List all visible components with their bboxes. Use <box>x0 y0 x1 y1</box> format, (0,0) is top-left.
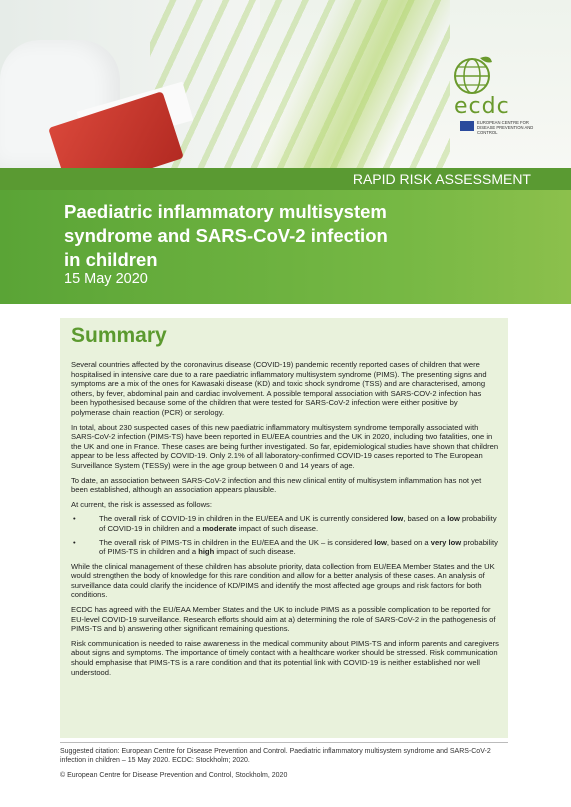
eu-flag-icon <box>460 121 474 131</box>
risk-item-pims: • The overall risk of PIMS-TS in children in the EU/EEA and the UK – is considered low, based on a very low probability of PIMS-TS in children and a high impact of such disease. <box>71 538 499 557</box>
risk-item-covid: • The overall risk of COVID-19 in children in the EU/EEA and UK is currently considered low, based on a low probability of COVID-19 in children and a moderate impact of such disease. <box>71 514 499 533</box>
risk-list <box>71 514 499 556</box>
title-line-1: Paediatric inflammatory multisystem <box>64 201 387 222</box>
summary-paragraph: To date, an association between SARS-CoV-2 infection and this new clinical entity of multisystem inflammation has not yet been established, although an association appears plausible. <box>71 475 482 495</box>
footer <box>60 742 508 786</box>
summary-paragraph: ECDC has agreed with the EU/EAA Member States and the UK to include PIMS as a possible complication to be reported for EU-level COVID-19 surveillance. Research efforts should aim at a) determining the role of SARS-CoV-2 in the pathogenesis of PIMS-TS and b) answering other significant remaining questions. <box>71 605 496 634</box>
ecdc-logo <box>444 52 554 135</box>
summary-heading: Summary <box>71 324 167 347</box>
summary-paragraph: While the clinical management of these children has absolute priority, data collection from EU/EEA Member States and the UK would strengthen the body of knowledge for this rare condition and allow for a better analysis of these cases. An analysis of surveillance data could clarify the incidence of KD/PIMS and identify the most affected age groups and risk factors for both conditions. <box>71 561 495 600</box>
agency-name: EUROPEAN CENTRE FOR DISEASE PREVENTION AND CONTROL <box>477 120 534 135</box>
doc-type-bar <box>0 168 571 190</box>
copyright: © European Centre for Disease Prevention and Control, Stockholm, 2020 <box>60 772 288 779</box>
title-line-2: syndrome and SARS-CoV-2 infection <box>64 225 388 246</box>
doc-type: RAPID RISK ASSESSMENT <box>352 171 531 187</box>
document-date: 15 May 2020 <box>64 271 148 287</box>
summary-paragraph: In total, about 230 suspected cases of this new paediatric inflammatory multisystem syndrome temporally associated with SARS-CoV-2 infection (PIMS-TS) have been reported in EU/EEA countries and the UK in 2020, including two fatalities, one in the UK and one in France. These cases are being further investigated. So far, epidemiological studies have shown that children appear to be less affected by COVID-19. Only 2.1% of all laboratory-confirmed COVID-19 cases reported to The European Surveillance System (TESSy) were in the age group between 0 and 14 years of age. <box>71 422 499 470</box>
cover-photo <box>0 0 571 168</box>
globe-icon <box>450 52 494 96</box>
title-line-3: in children <box>64 249 158 270</box>
photo-green-band <box>250 0 450 168</box>
citation: Suggested citation: European Centre for Disease Prevention and Control. Paediatric inflammatory multisystem syndrome and SARS-CoV-2 infection in children – 15 May 2020. ECDC: Stockholm; 2020. <box>60 748 491 764</box>
footer-divider <box>60 742 508 743</box>
summary-body <box>71 360 499 682</box>
summary-paragraph: Several countries affected by the coronavirus disease (COVID-19) pandemic recently reported cases of children that were hospitalised in intensive care due to a rare paediatric inflammatory multisystem syndrome (PIMS). The presenting signs and symptoms are a mix of the ones for Kawasaki disease (KD) and toxic shock syndrome (TSS) and are characterised, among others, by fever, abdominal pain and cardiac involvement. A possible temporal association with SARS-COV-2 infection has been hypothesised because some of the children that were tested for SARS-CoV-2 infection were either positive by polymerase chain reaction (PCR) or serology. <box>71 360 487 417</box>
brand-name: ecdc <box>454 94 510 119</box>
summary-paragraph: At current, the risk is assessed as follows: <box>71 499 212 509</box>
summary-paragraph: Risk communication is needed to raise awareness in the medical community about PIMS-TS and inform parents and caregivers about signs and symptoms. The importance of timely contact with a healthcare worker should be stressed. Risk communication should emphasise that PIMS-TS is a rare condition and that its potential link with COVID-19 is neither established nor well understood. <box>71 638 499 677</box>
summary-box <box>60 318 508 738</box>
document-title <box>64 200 444 272</box>
